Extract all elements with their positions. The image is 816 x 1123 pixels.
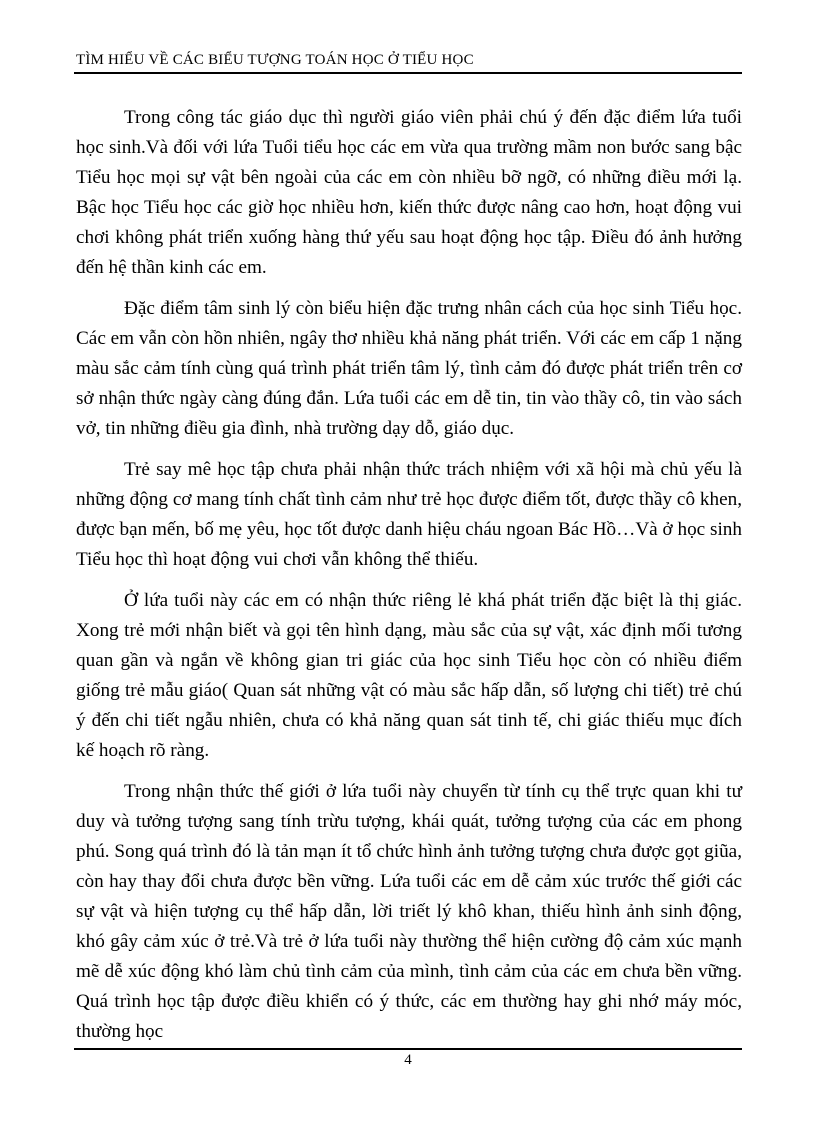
paragraph-4: Ở lứa tuổi này các em có nhận thức riêng lẻ khá phát triển đặc biệt là thị giác. Xong trẻ mới nhận biết và gọi tên hình dạng, màu sắc của sự vật, xác định mối tương quan gần và ngắn về không gian tri giác của học sinh Tiểu học còn có nhiều điểm giống trẻ mẫu giáo( Quan sát những vật có màu sắc hấp dẫn, số lượng chi tiết) trẻ chú ý đến chi tiết ngẫu nhiên, chưa có khả năng quan sát tinh tế, chi giác thiếu mục đích kế hoạch rõ ràng. xyxy=(76,590,742,761)
page-number: 4 xyxy=(404,1052,412,1068)
paragraph-2: Đặc điểm tâm sinh lý còn biểu hiện đặc trưng nhân cách của học sinh Tiểu học. Các em vẫn còn hồn nhiên, ngây thơ nhiều khả năng phát triển. Với các em cấp 1 nặng màu sắc cảm tính cùng quá trình phát triển tâm lý, tình cảm đó được phát triển trên cơ sở nhận thức ngày càng đúng đắn. Lứa tuổi các em dễ tin, tin vào thầy cô, tin vào sách vở, tin những điều gia đình, nhà trường dạy dỗ, giáo dục. xyxy=(76,298,742,439)
paragraph-5: Trong nhận thức thế giới ở lứa tuổi này chuyển từ tính cụ thể trực quan khi tư duy và tưởng tượng sang tính trừu tượng, khái quát, tưởng tượng của các em phong phú. Song quá trình đó là tản mạn ít tổ chức hình ảnh tưởng tượng chưa được gọt giũa, còn hay thay đổi chưa được bền vững. Lứa tuổi các em dễ cảm xúc trước thế giới các sự vật và hiện tượng cụ thể hấp dẫn, lời triết lý khô khan, thiếu hình ảnh sinh động, khó gây cảm xúc ở trẻ.Và trẻ ở lứa tuổi này thường thể hiện cường độ cảm xúc mạnh mẽ dễ xúc động khó làm chủ tình cảm của mình, tình cảm của các em chưa bền vững. Quá trình học tập được điều khiển có ý thức, các em thường hay ghi nhớ máy móc, thường học xyxy=(76,781,742,1042)
paragraph-1: Trong công tác giáo dục thì người giáo viên phải chú ý đến đặc điểm lứa tuổi học sinh.Và đối với lứa Tuổi tiểu học các em vừa qua trường mầm non bước sang bậc Tiểu học mọi sự vật bên ngoài của các em còn nhiều bỡ ngỡ, có những điều mới lạ. Bậc học Tiểu học các giờ học nhiều hơn, kiến thức được nâng cao hơn, hoạt động vui chơi không phát triển xuống hàng thứ yếu sau hoạt động học tập. Điều đó ảnh hưởng đến hệ thần kinh các em. xyxy=(76,107,742,278)
paragraph-3: Trẻ say mê học tập chưa phải nhận thức trách nhiệm với xã hội mà chủ yếu là những động cơ mang tính chất tình cảm như trẻ học được điểm tốt, được thầy cô khen, được bạn mến, bố mẹ yêu, học tốt được danh hiệu cháu ngoan Bác Hồ…Và ở học sinh Tiểu học thì hoạt động vui chơi vẫn không thể thiếu. xyxy=(76,459,742,570)
running-header: TÌM HIỂU VỀ CÁC BIỂU TƯỢNG TOÁN HỌC Ở TIỂU HỌC xyxy=(76,52,474,68)
body-text xyxy=(76,103,742,1058)
footer-divider xyxy=(74,1048,742,1050)
header-divider xyxy=(74,72,742,74)
